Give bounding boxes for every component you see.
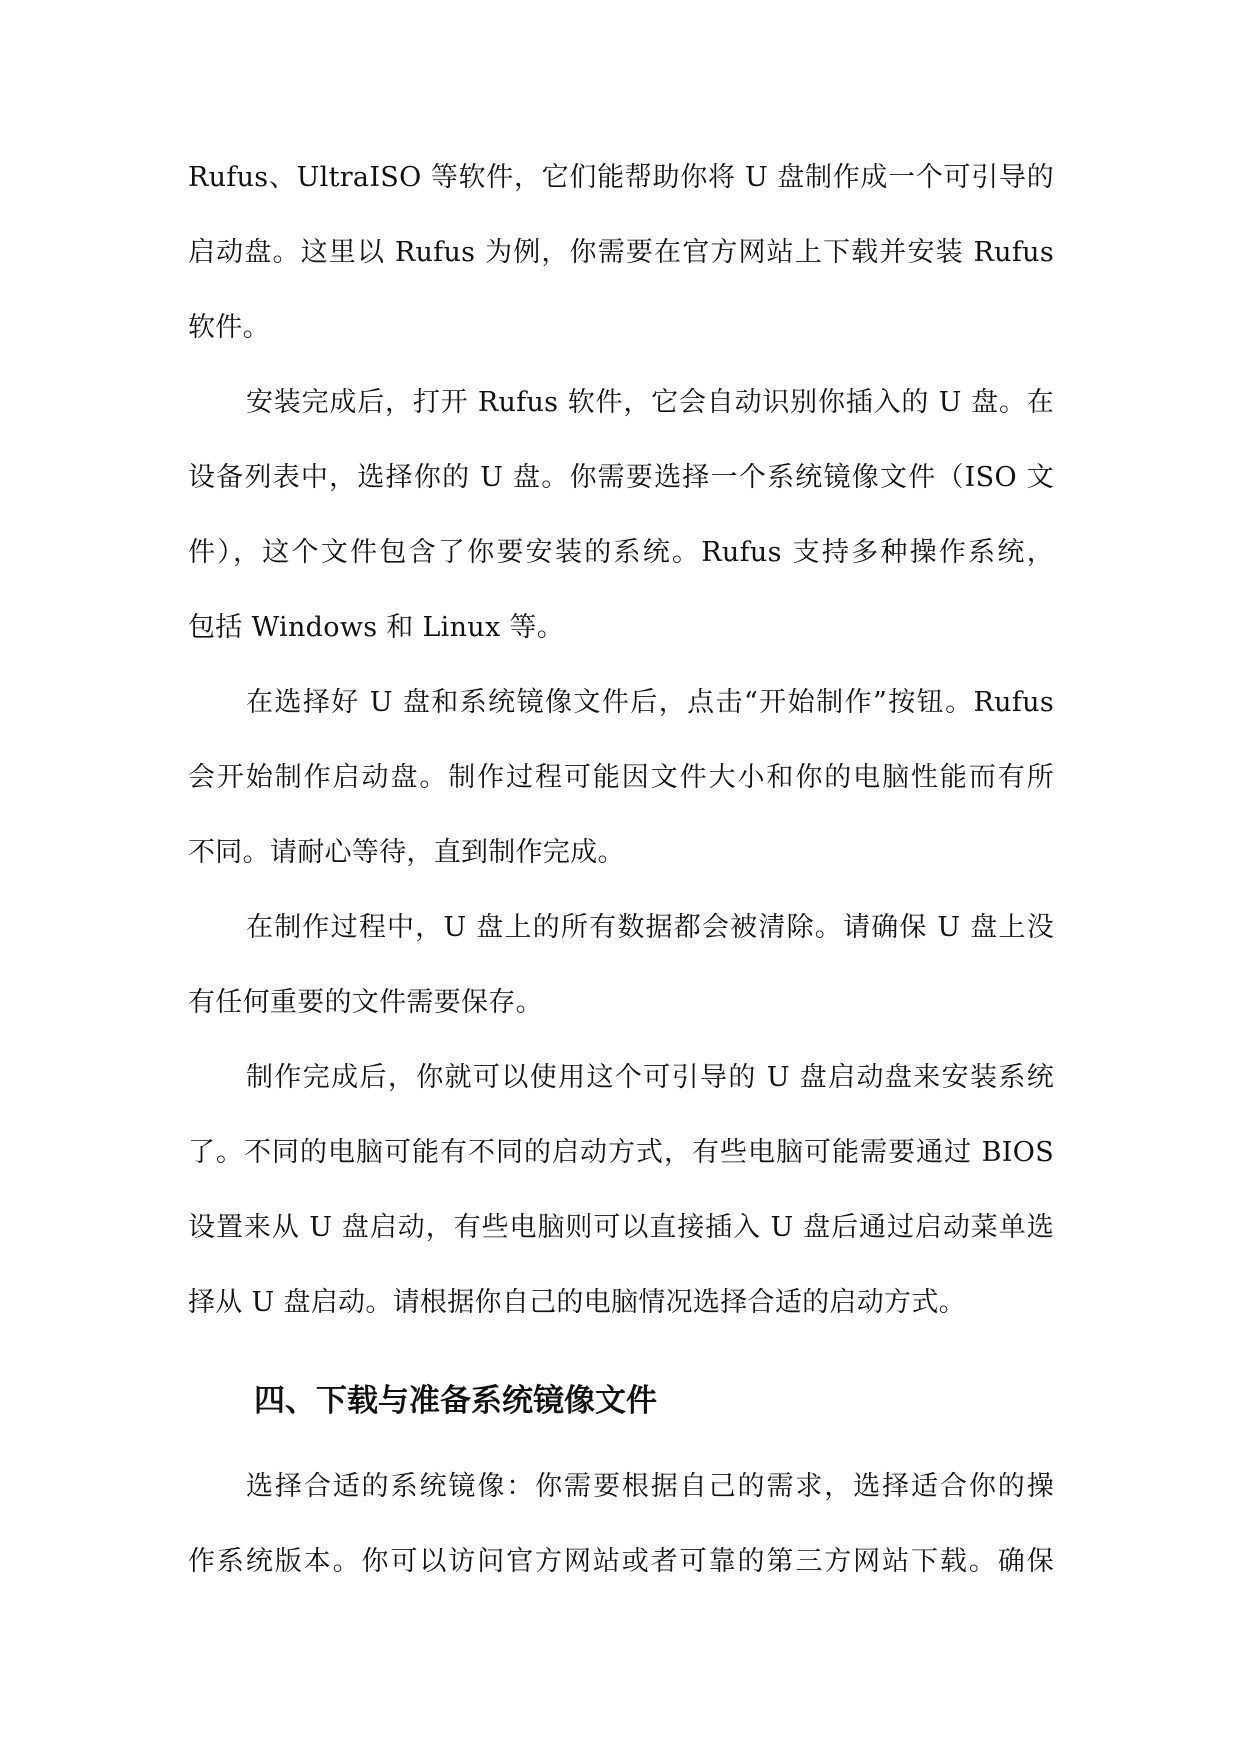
paragraph [188,890,1054,1040]
text-line: 作系统版本。你可以访问官方网站或者可靠的第三方网站下载。确保 [188,1546,1054,1577]
paragraph [188,1040,1054,1340]
text-line: Rufus、UltraISO 等软件，它们能帮助你将 U 盘制作成一个可引导的 [188,162,1054,193]
text-line: 软件。 [188,312,270,343]
text-line: 安装完成后，打开 Rufus 软件，它会自动识别你插入的 U 盘。在 [246,387,1054,418]
text-line: 了。不同的电脑可能有不同的启动方式，有些电脑可能需要通过 BIOS [188,1137,1054,1168]
text-line: 制作完成后，你就可以使用这个可引导的 U 盘启动盘来安装系统 [246,1062,1054,1093]
paragraph [188,365,1054,665]
text-line: 有任何重要的文件需要保存。 [188,987,543,1018]
paragraph [188,665,1054,890]
text-line: 在制作过程中，U 盘上的所有数据都会被清除。请确保 U 盘上没 [246,912,1054,943]
text-line: 会开始制作启动盘。制作过程可能因文件大小和你的电脑性能而有所 [188,762,1054,793]
text-line: 不同。请耐心等待，直到制作完成。 [188,837,625,868]
section-heading: 四、下载与准备系统镜像文件 [254,1383,657,1419]
text-line: 择从 U 盘启动。请根据你自己的电脑情况选择合适的启动方式。 [188,1287,966,1318]
paragraph [188,1449,1054,1599]
paragraph [188,140,1054,365]
text-line: 设置来从 U 盘启动，有些电脑则可以直接插入 U 盘后通过启动菜单选 [188,1212,1054,1243]
text-line: 包括 Windows 和 Linux 等。 [188,612,565,643]
document-page [188,140,1054,1599]
text-line: 在选择好 U 盘和系统镜像文件后，点击“开始制作”按钮。Rufus [246,687,1054,718]
text-line: 件），这个文件包含了你要安装的系统。Rufus 支持多种操作系统， [188,537,1054,568]
text-line: 选择合适的系统镜像：你需要根据自己的需求，选择适合你的操 [246,1471,1054,1502]
text-line: 设备列表中，选择你的 U 盘。你需要选择一个系统镜像文件（ISO 文 [188,462,1054,493]
text-line: 启动盘。这里以 Rufus 为例，你需要在官方网站上下载并安装 Rufus [188,237,1054,268]
